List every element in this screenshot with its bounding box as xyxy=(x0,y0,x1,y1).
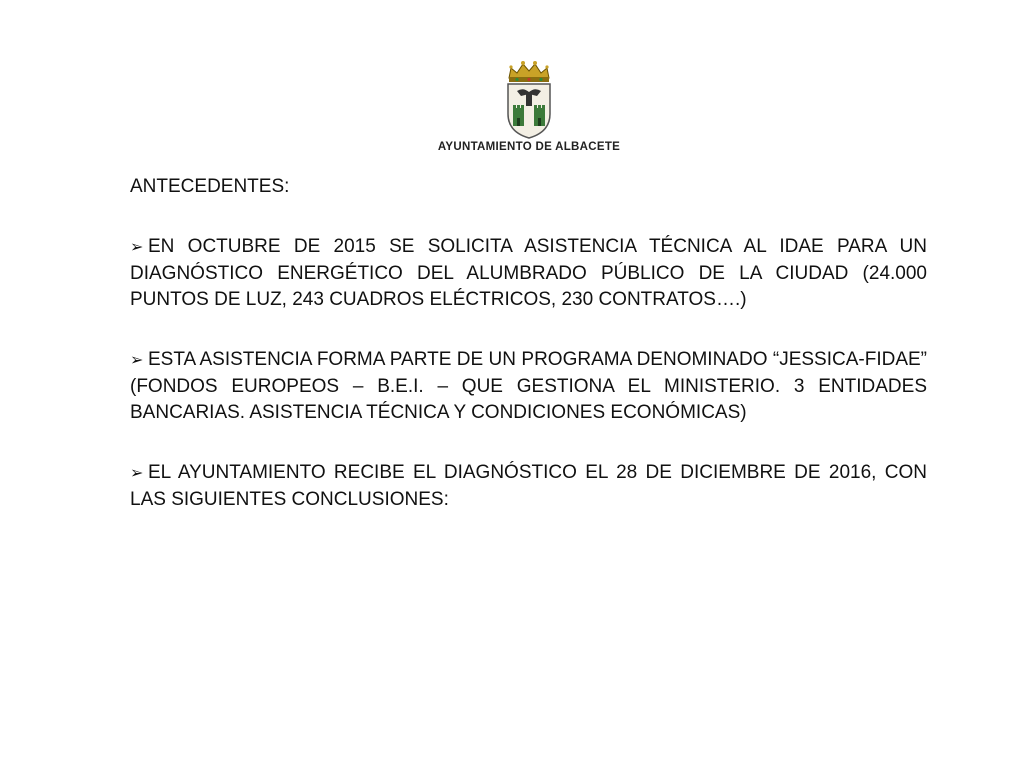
shield-icon xyxy=(508,84,550,138)
bullet-item xyxy=(130,234,927,313)
arrow-bullet-icon: ➢ xyxy=(130,352,144,369)
bullet-text: EL AYUNTAMIENTO RECIBE EL DIAGNÓSTICO EL 28 DE DICIEMBRE DE 2016, CON LAS SIGUIENTES CONCLUSIONES: xyxy=(130,462,927,510)
section-heading: ANTECEDENTES: xyxy=(130,176,290,197)
bullet-text: EN OCTUBRE DE 2015 SE SOLICITA ASISTENCIA TÉCNICA AL IDAE PARA UN DIAGNÓSTICO ENERGÉTICO DEL ALUMBRADO PÚBLICO DE LA CIUDAD (24.000 PUNTOS DE LUZ, 243 CUADROS ELÉCTRICOS, 230 CONTRATOS….) xyxy=(130,236,927,310)
bullet-text: ESTA ASISTENCIA FORMA PARTE DE UN PROGRAMA DENOMINADO “JESSICA-FIDAE” (FONDOS EUROPEOS – B.E.I. – QUE GESTIONA EL MINISTERIO. 3 ENTIDADES BANCARIAS. ASISTENCIA TÉCNICA Y CONDICIONES ECONÓMICAS) xyxy=(130,349,927,423)
slide-content xyxy=(130,174,927,547)
logo xyxy=(0,58,1024,153)
coat-of-arms-icon xyxy=(499,58,559,140)
crown-icon xyxy=(509,61,549,82)
arrow-bullet-icon: ➢ xyxy=(130,239,144,256)
arrow-bullet-icon: ➢ xyxy=(130,465,144,482)
bullet-item xyxy=(130,460,927,513)
logo-caption: AYUNTAMIENTO DE ALBACETE xyxy=(437,141,621,153)
bullet-item xyxy=(130,347,927,426)
